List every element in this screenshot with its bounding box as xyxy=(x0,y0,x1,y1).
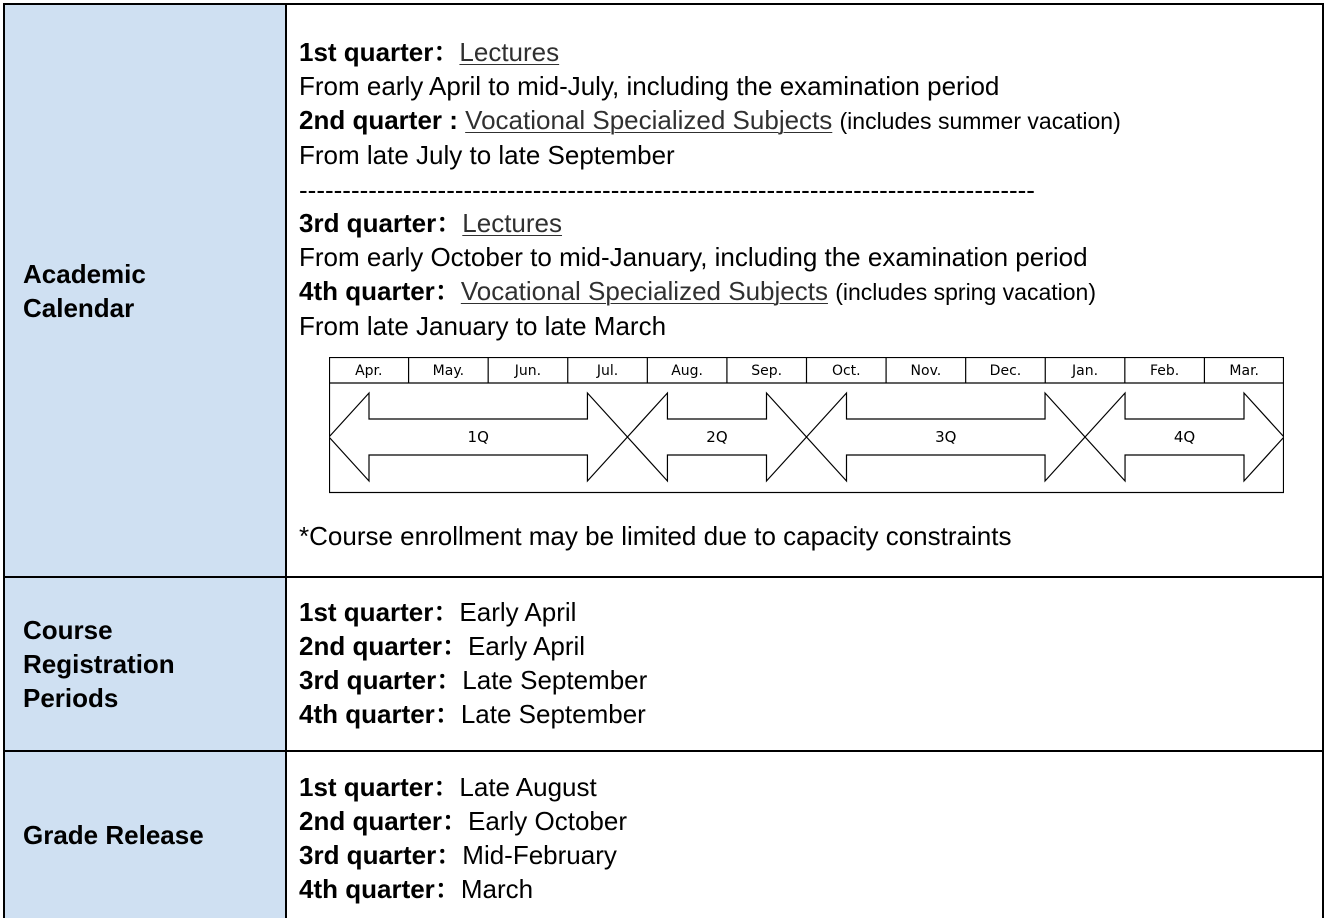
header-line: Periods xyxy=(23,683,119,713)
quarter-label: 1st quarter xyxy=(299,597,434,627)
month-label: Jan. xyxy=(1072,363,1099,379)
grade-release-content xyxy=(287,752,1322,918)
quarter-arrow-label: 1Q xyxy=(467,428,489,446)
month-label: Mar. xyxy=(1229,363,1260,379)
month-label: Jul. xyxy=(596,363,619,379)
month-label: Sep. xyxy=(751,363,783,379)
quarter-label: 4th quarter xyxy=(299,874,435,904)
grade-item xyxy=(299,770,1322,804)
quarter-sep: ： xyxy=(442,806,469,836)
separator-line: ------------------------------------------------------------------------------------- xyxy=(299,175,1035,205)
month-label: Dec. xyxy=(989,363,1022,379)
quarter-value: March xyxy=(460,874,534,904)
q3-type: Lectures xyxy=(462,208,563,238)
quarter-sep: ： xyxy=(434,699,461,729)
grade-release-header xyxy=(5,752,287,918)
quarter-arrow-label: 2Q xyxy=(706,428,728,446)
quarter-sep: ： xyxy=(442,631,469,661)
academic-calendar-header xyxy=(5,5,287,576)
grade-item xyxy=(299,872,1322,906)
month-label: May. xyxy=(432,363,465,379)
quarter-timeline-diagram xyxy=(329,357,1284,495)
month-label: Apr. xyxy=(355,363,383,379)
grade-item xyxy=(299,804,1322,838)
q2-note: (includes summer vacation) xyxy=(839,108,1121,134)
month-label: Nov. xyxy=(910,363,942,379)
quarter-label: 3rd quarter xyxy=(299,840,437,870)
registration-row xyxy=(3,576,1324,750)
header-line: Course xyxy=(23,615,113,645)
q2-label: 2nd quarter : xyxy=(299,105,458,135)
quarter-sep: ： xyxy=(433,772,460,802)
q1-line xyxy=(299,35,1322,69)
quarter-sep: ： xyxy=(436,665,463,695)
month-label: Feb. xyxy=(1150,363,1180,379)
quarter-value: Late August xyxy=(459,772,597,802)
month-label: Oct. xyxy=(831,363,861,379)
quarter-value: Late September xyxy=(460,699,646,729)
quarter-value: Late September xyxy=(462,665,648,695)
q3-sep: ： xyxy=(436,208,463,238)
q1-type: Lectures xyxy=(459,37,560,67)
registration-item xyxy=(299,697,1322,731)
q1-label: 1st quarter xyxy=(299,37,434,67)
grade-item xyxy=(299,838,1322,872)
enrollment-note: *Course enrollment may be limited due to capacity constraints xyxy=(299,521,1012,551)
quarter-value: Early April xyxy=(468,631,586,661)
quarter-sep: ： xyxy=(436,840,463,870)
quarter-arrow-label: 3Q xyxy=(935,428,957,446)
registration-item xyxy=(299,629,1322,663)
header-line: Registration xyxy=(23,649,175,679)
quarter-sep: ： xyxy=(434,874,461,904)
header-line: Grade Release xyxy=(23,820,204,850)
q2-period: From late July to late September xyxy=(299,140,675,170)
q1-period: From early April to mid-July, including the examination period xyxy=(299,71,1000,101)
quarter-value: Mid-February xyxy=(462,840,617,870)
header-line: Calendar xyxy=(23,292,135,323)
q4-note: (includes spring vacation) xyxy=(835,279,1096,305)
quarter-value: Early October xyxy=(468,806,627,836)
info-table xyxy=(3,3,1324,918)
q4-line xyxy=(299,274,1322,309)
academic-calendar-content xyxy=(287,5,1322,576)
q4-type: Vocational Specialized Subjects xyxy=(460,276,828,306)
quarter-label: 4th quarter xyxy=(299,699,435,729)
q3-label: 3rd quarter xyxy=(299,208,437,238)
q2-type: Vocational Specialized Subjects xyxy=(465,105,833,135)
month-label: Jun. xyxy=(514,363,542,379)
registration-content xyxy=(287,578,1322,750)
q3-line xyxy=(299,206,1322,240)
grade-release-row xyxy=(3,750,1324,918)
month-label: Aug. xyxy=(671,363,704,379)
registration-header xyxy=(5,578,287,750)
q4-label: 4th quarter xyxy=(299,276,435,306)
header-line: Academic xyxy=(23,258,146,289)
academic-calendar-row xyxy=(3,3,1324,576)
q1-sep: ： xyxy=(433,37,460,67)
quarter-sep: ： xyxy=(433,597,460,627)
q4-sep: ： xyxy=(434,276,461,306)
q3-period: From early October to mid-January, including the examination period xyxy=(299,242,1088,272)
quarter-arrow-label: 4Q xyxy=(1173,428,1196,446)
q4-period: From late January to late March xyxy=(299,311,667,341)
registration-item xyxy=(299,595,1322,629)
q2-line xyxy=(299,103,1322,138)
quarter-label: 2nd quarter xyxy=(299,631,443,661)
quarter-label: 3rd quarter xyxy=(299,665,437,695)
registration-item xyxy=(299,663,1322,697)
quarter-value: Early April xyxy=(459,597,577,627)
quarter-label: 1st quarter xyxy=(299,772,434,802)
quarter-label: 2nd quarter xyxy=(299,806,443,836)
